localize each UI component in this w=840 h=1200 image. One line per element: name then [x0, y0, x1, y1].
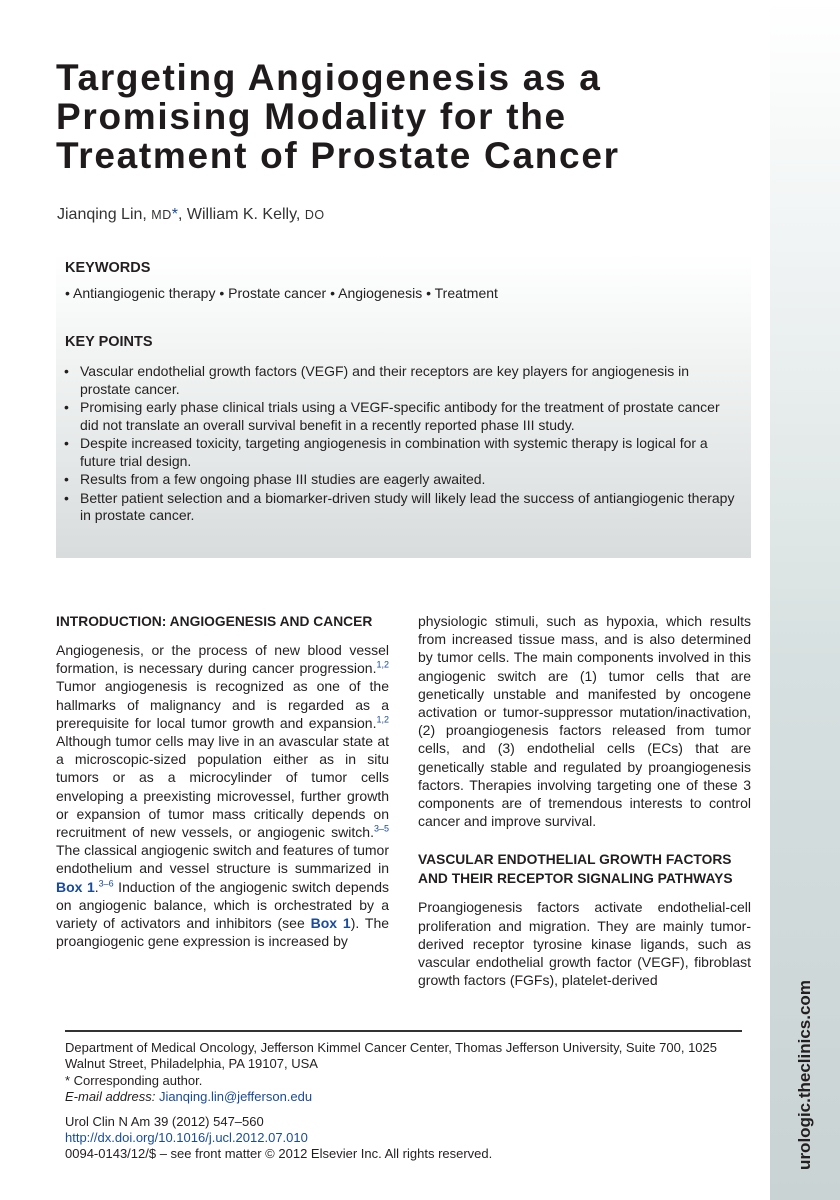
body-column-right	[418, 612, 751, 989]
copyright: 0094-0143/12/$ – see front matter © 2012 Elsevier Inc. All rights reserved.	[65, 1146, 493, 1162]
footer-divider	[65, 1030, 742, 1032]
citation-ref[interactable]: 1,2	[376, 714, 389, 725]
keyword: Antiangiogenic therapy	[73, 285, 216, 301]
citation-ref[interactable]: 1,2	[376, 659, 389, 670]
keyword: Treatment	[434, 285, 498, 301]
key-point-item: • Better patient selection and a biomarker-driven study will likely lead the success of antiangiogenic therapy in prostate cancer.	[64, 490, 739, 525]
keywords-list: • Antiangiogenic therapy • Prostate cancer • Angiogenesis • Treatment	[65, 285, 498, 301]
citation-ref[interactable]: 3–5	[373, 823, 389, 834]
vegf-paragraph: Proangiogenesis factors activate endothelial-cell proliferation and migration. They are mainly tumor-derived receptor tyrosine kinase ligands, such as vascular endothelial growth factor (VEGF), fibroblast growth factors (FGFs), platelet-derived	[418, 899, 751, 989]
body-text: The classical angiogenic switch and features of tumor endothelium and vessel structure is summarized in	[56, 842, 389, 877]
intro-paragraph-continued: physiologic stimuli, such as hypoxia, which results from increased tissue mass, and is also determined by tumor cells. The main components involved in this angiogenic switch are (1) tumor cells that are genetically unstable and manifested by oncogene activation or tumor-suppressor mutation/inactivation, (2) proangiogenesis factors released from tumor cells, and (3) endothelial cells (ECs) that are genetically stable and regulated by proangiogenesis factors. Therapies involving targeting one of these 3 components are of tremendous interests to control cancer and improve survival.	[418, 613, 751, 830]
keywords-keypoints-box	[56, 254, 751, 558]
author-name: Jianqing Lin,	[57, 206, 147, 223]
keyword: Angiogenesis	[338, 285, 423, 301]
email-link[interactable]: Jianqing.lin@jefferson.edu	[158, 1089, 313, 1105]
box-1-link[interactable]: Box 1	[56, 878, 95, 895]
author-name: , William K. Kelly,	[177, 206, 301, 223]
email-label: E-mail address:	[65, 1089, 156, 1105]
journal-citation: Urol Clin N Am 39 (2012) 547–560	[65, 1113, 264, 1129]
corresponding-author-note: * Corresponding author.	[65, 1072, 203, 1088]
keywords-heading: KEYWORDS	[65, 260, 151, 276]
article-title: Targeting Angiogenesis as a Promising Modality for the Treatment of Prostate Cancer	[56, 57, 620, 176]
footer-notes	[65, 1040, 755, 1163]
keyword: Prostate cancer	[228, 285, 327, 301]
key-point-item: • Despite increased toxicity, targeting angiogenesis in combination with systemic therapy is logical for a future trial design.	[64, 435, 739, 470]
key-point-item: • Results from a few ongoing phase III studies are eagerly awaited.	[64, 471, 739, 489]
key-points-list	[64, 363, 739, 526]
body-text: Induction of the angiogenic switch depends on angiogenic balance, which is orchestrated by a variety of activators and inhibitors (see	[56, 878, 390, 932]
body-text: Angiogenesis, or the process of new blood vessel formation, is necessary during cancer progression.	[56, 642, 389, 677]
body-text: Tumor angiogenesis is recognized as one of the hallmarks of malignancy and is regarded as a prerequisite for local tumor growth and expansion.	[56, 678, 389, 731]
body-text: Although tumor cells may live in an avascular state at a microscopic-sized population either as in situ tumors or as a microcylinder of tumor cells enveloping a preexisting microvessel, further growth or expansion of tumor mass critically depends on recruitment of new vessels, or angiogenic switch.	[56, 733, 389, 841]
author-degree: DO	[304, 208, 325, 222]
body-text: .	[94, 878, 99, 895]
key-point-item: • Vascular endothelial growth factors (VEGF) and their receptors are key players for angiogenesis in prostate cancer.	[64, 363, 739, 398]
key-point-item: • Promising early phase clinical trials using a VEGF-specific antibody for the treatment of prostate cancer did not translate an overall survival benefit in a recently reported phase III study.	[64, 399, 739, 434]
author-degree: MD	[151, 208, 172, 222]
intro-paragraph	[56, 641, 389, 950]
doi-link[interactable]: http://dx.doi.org/10.1016/j.ucl.2012.07.010	[65, 1130, 308, 1146]
corresponding-mark[interactable]: *	[171, 206, 178, 223]
key-points-heading: KEY POINTS	[65, 334, 153, 350]
email-line	[65, 1089, 755, 1105]
citation-ref[interactable]: 3–6	[98, 877, 114, 888]
section-heading-introduction: INTRODUCTION: ANGIOGENESIS AND CANCER	[56, 614, 373, 629]
journal-site-url[interactable]: urologic.theclinics.com	[795, 980, 814, 1170]
affiliation: Department of Medical Oncology, Jefferson Kimmel Cancer Center, Thomas Jefferson University, Suite 700, 1025 Walnut Street, Philadelphia, PA 19107, USA	[65, 1040, 717, 1072]
body-text: ). The proangiogenic gene expression is increased by	[56, 915, 390, 950]
body-column-left	[56, 612, 389, 950]
section-heading-vegf: VASCULAR ENDOTHELIAL GROWTH FACTORS AND THEIR RECEPTOR SIGNALING PATHWAYS	[418, 852, 733, 887]
box-1-link[interactable]: Box 1	[310, 915, 351, 932]
author-line	[57, 206, 325, 224]
